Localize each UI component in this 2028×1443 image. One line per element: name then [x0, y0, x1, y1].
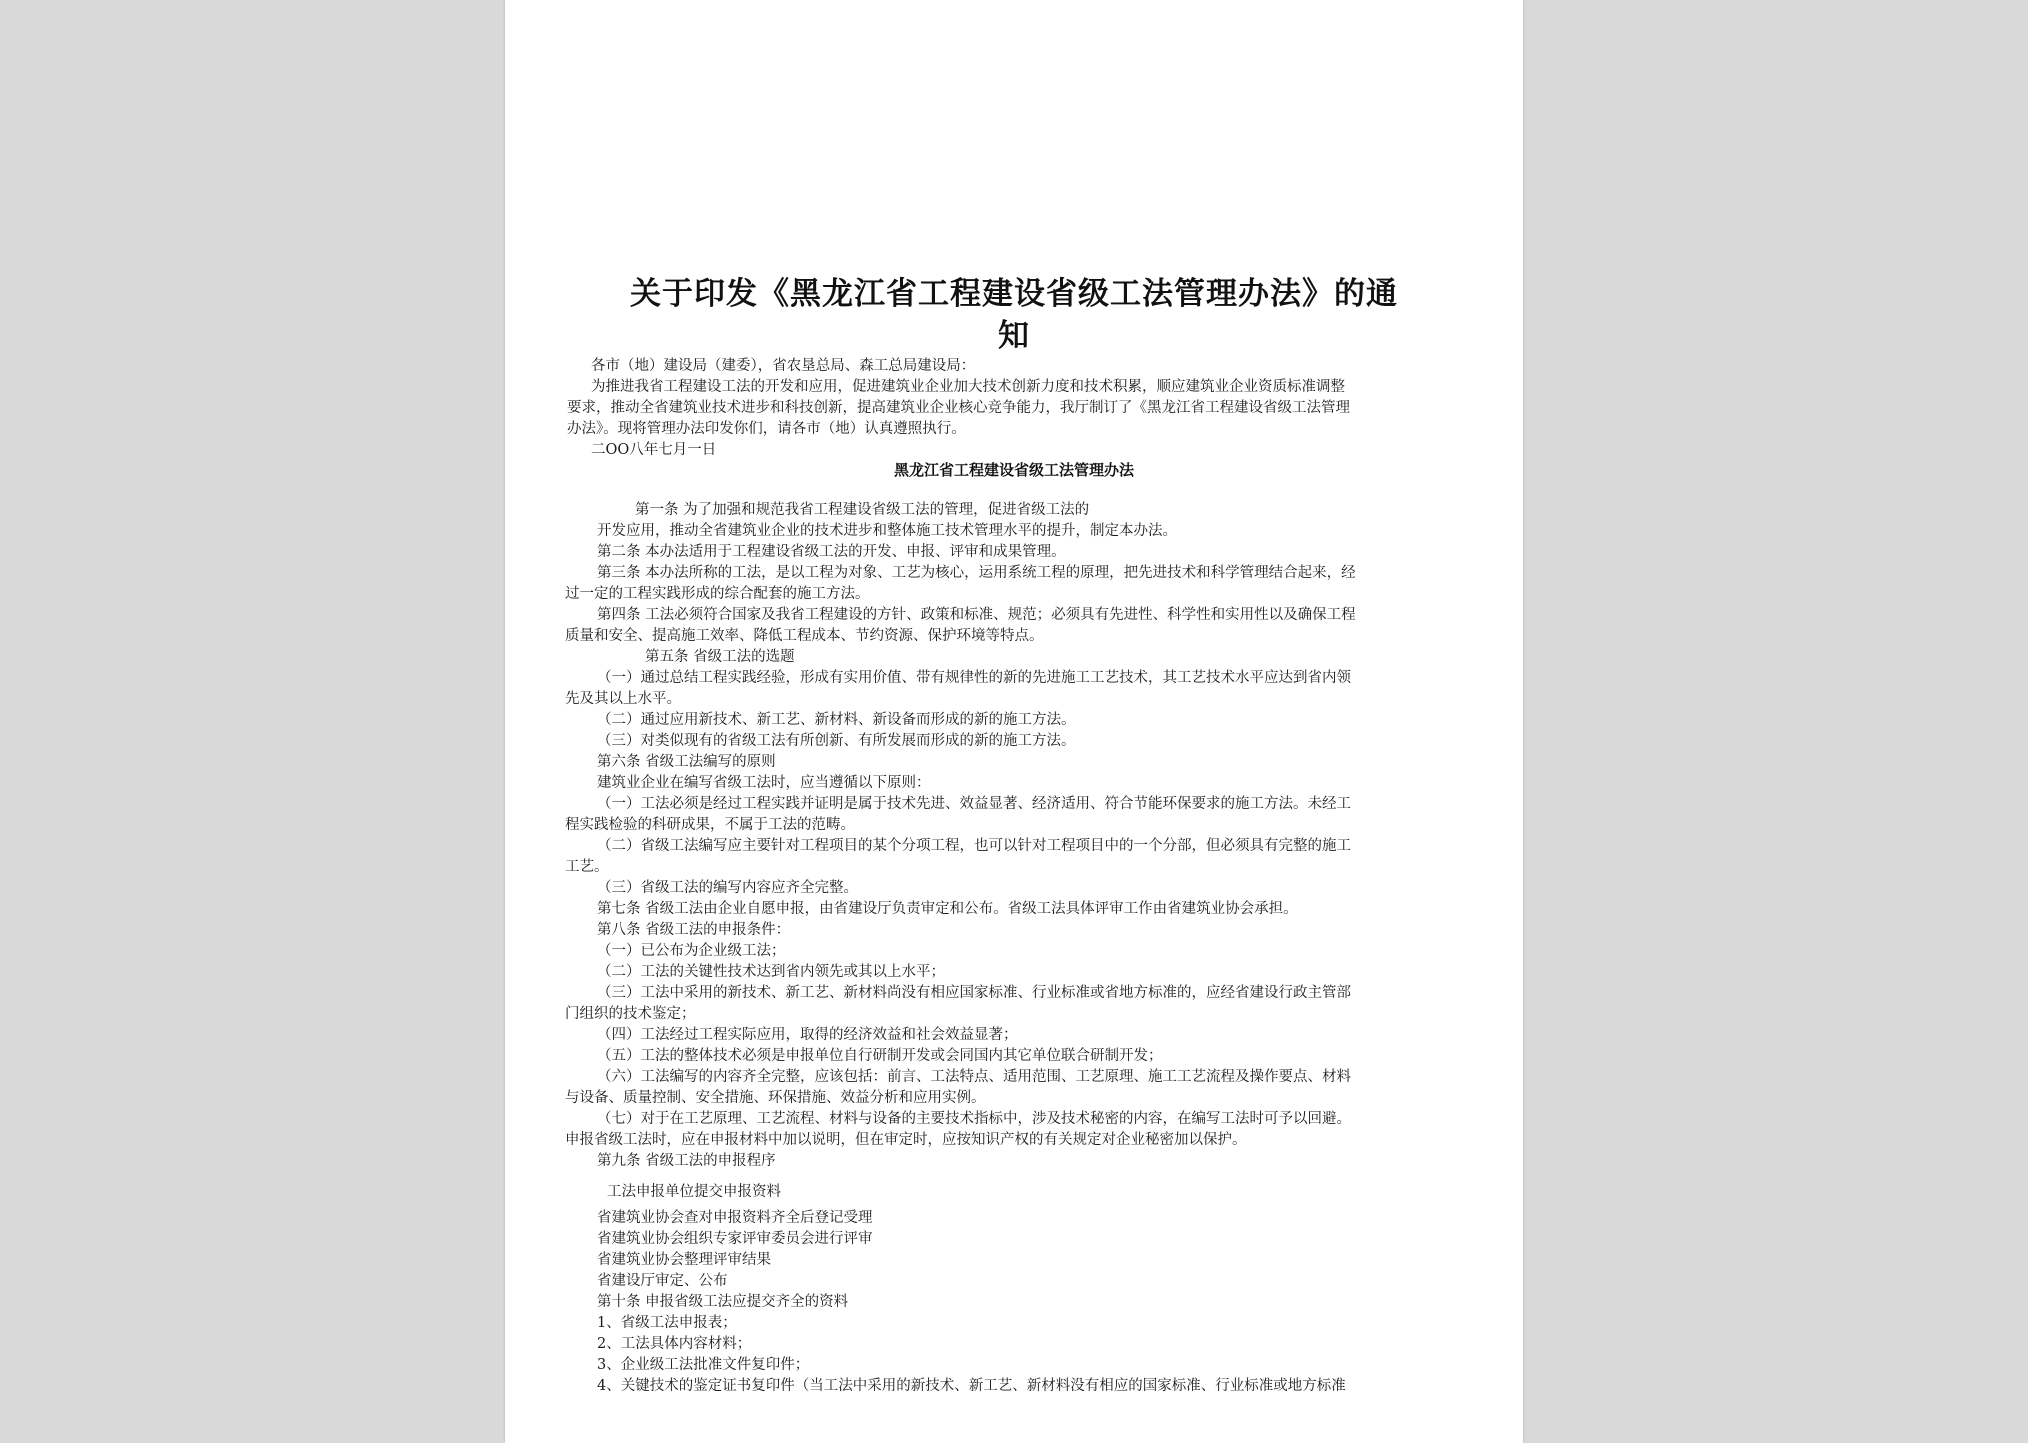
article-line: 第六条 省级工法编写的原则 — [597, 754, 776, 770]
article-line: 第一条 为了加强和规范我省工程建设省级工法的管理，促进省级工法的 — [635, 502, 1090, 518]
document-title-line-1: 关于印发《黑龙江省工程建设省级工法管理办法》的通 — [630, 276, 1398, 312]
article-line: （三）省级工法的编写内容应齐全完整。 — [597, 880, 858, 896]
article-line: 第七条 省级工法由企业自愿申报，由省建设厅负责审定和公布。省级工法具体评审工作由省建筑业协会承担。 — [597, 901, 1298, 917]
article-line: 开发应用，推动全省建筑业企业的技术进步和整体施工技术管理水平的提升，制定本办法。 — [597, 523, 1177, 539]
article-line: 建筑业企业在编写省级工法时，应当遵循以下原则： — [597, 775, 931, 791]
document-title-line-2: 知 — [998, 318, 1030, 354]
article-line: 第九条 省级工法的申报程序 — [597, 1153, 776, 1169]
body-line: 办法》。现将管理办法印发你们，请各市（地）认真遵照执行。 — [567, 421, 966, 437]
article-line: 申报省级工法时，应在申报材料中加以说明，但在审定时，应按知识产权的有关规定对企业秘密加以保护。 — [565, 1132, 1247, 1148]
article-line: （二）工法的关键性技术达到省内领先或其以上水平； — [597, 964, 945, 980]
procedure-step: 省建设厅审定、公布 — [597, 1273, 728, 1289]
article-line: （一）工法必须是经过工程实践并证明是属于技术先进、效益显著、经济适用、符合节能环保要求的施工方法。未经工 — [597, 796, 1351, 812]
article-line: 第二条 本办法适用于工程建设省级工法的开发、申报、评审和成果管理。 — [597, 544, 1066, 560]
article-line: 先及其以上水平。 — [565, 691, 681, 707]
body-line: 要求，推动全省建筑业技术进步和科技创新，提高建筑业企业核心竞争能力，我厅制订了《黑龙江省工程建设省级工法管理 — [567, 400, 1350, 416]
list-item: 2、工法具体内容材料； — [597, 1336, 752, 1352]
procedure-step: 省建筑业协会组织专家评审委员会进行评审 — [597, 1231, 873, 1247]
procedure-step: 省建筑业协会查对申报资料齐全后登记受理 — [597, 1210, 873, 1226]
addressee-line: 各市（地）建设局（建委），省农垦总局、森工总局建设局： — [591, 358, 976, 374]
procedure-step: 省建筑业协会整理评审结果 — [597, 1252, 771, 1268]
article-line: 过一定的工程实践形成的综合配套的施工方法。 — [565, 586, 870, 602]
document-subtitle: 黑龙江省工程建设省级工法管理办法 — [893, 461, 1134, 479]
article-line: （一）已公布为企业级工法； — [597, 943, 786, 959]
article-line: （三）对类似现有的省级工法有所创新、有所发展而形成的新的施工方法。 — [597, 733, 1076, 749]
article-line: （一）通过总结工程实践经验，形成有实用价值、带有规律性的新的先进施工工艺技术，其工艺技术水平应达到省内领 — [597, 670, 1351, 686]
article-line: 与设备、质量控制、安全措施、环保措施、效益分析和应用实例。 — [565, 1090, 986, 1106]
date-line: 二OO八年七月一日 — [591, 442, 717, 458]
body-line: 为推进我省工程建设工法的开发和应用，促进建筑业企业加大技术创新力度和技术积累，顺应建筑业企业资质标准调整 — [591, 379, 1345, 395]
article-line: 第八条 省级工法的申报条件： — [597, 922, 791, 938]
procedure-step: 工法申报单位提交申报资料 — [607, 1184, 781, 1200]
article-line: 质量和安全、提高施工效率、降低工程成本、节约资源、保护环境等特点。 — [565, 628, 1044, 644]
article-line: （六）工法编写的内容齐全完整，应该包括：前言、工法特点、适用范围、工艺原理、施工工艺流程及操作要点、材料 — [597, 1069, 1351, 1085]
article-line: 程实践检验的科研成果，不属于工法的范畴。 — [565, 817, 855, 833]
article-line: 第四条 工法必须符合国家及我省工程建设的方针、政策和标准、规范；必须具有先进性、科学性和实用性以及确保工程 — [597, 607, 1356, 623]
article-line: （四）工法经过工程实际应用，取得的经济效益和社会效益显著； — [597, 1027, 1018, 1043]
article-line: 工艺。 — [565, 859, 609, 875]
list-item: 3、企业级工法批准文件复印件； — [597, 1357, 810, 1373]
list-item: 4、关键技术的鉴定证书复印件（当工法中采用的新技术、新工艺、新材料没有相应的国家标准、行业标准或地方标准 — [597, 1378, 1346, 1394]
article-line: （三）工法中采用的新技术、新工艺、新材料尚没有相应国家标准、行业标准或省地方标准的，应经省建设行政主管部 — [597, 985, 1351, 1001]
list-item: 1、省级工法申报表； — [597, 1315, 737, 1331]
article-line: （七）对于在工艺原理、工艺流程、材料与设备的主要技术指标中，涉及技术秘密的内容，在编写工法时可予以回避。 — [597, 1111, 1351, 1127]
article-line: （五）工法的整体技术必须是申报单位自行研制开发或会同国内其它单位联合研制开发； — [597, 1048, 1163, 1064]
document-page — [505, 0, 1523, 1443]
article-line: 第五条 省级工法的选题 — [645, 649, 795, 665]
article-line: 门组织的技术鉴定； — [565, 1006, 696, 1022]
article-line: 第十条 申报省级工法应提交齐全的资料 — [597, 1294, 849, 1310]
article-line: （二）通过应用新技术、新工艺、新材料、新设备而形成的新的施工方法。 — [597, 712, 1076, 728]
article-line: 第三条 本办法所称的工法，是以工程为对象、工艺为核心，运用系统工程的原理，把先进技术和科学管理结合起来，经 — [597, 565, 1356, 581]
article-line: （二）省级工法编写应主要针对工程项目的某个分项工程，也可以针对工程项目中的一个分部，但必须具有完整的施工 — [597, 838, 1351, 854]
